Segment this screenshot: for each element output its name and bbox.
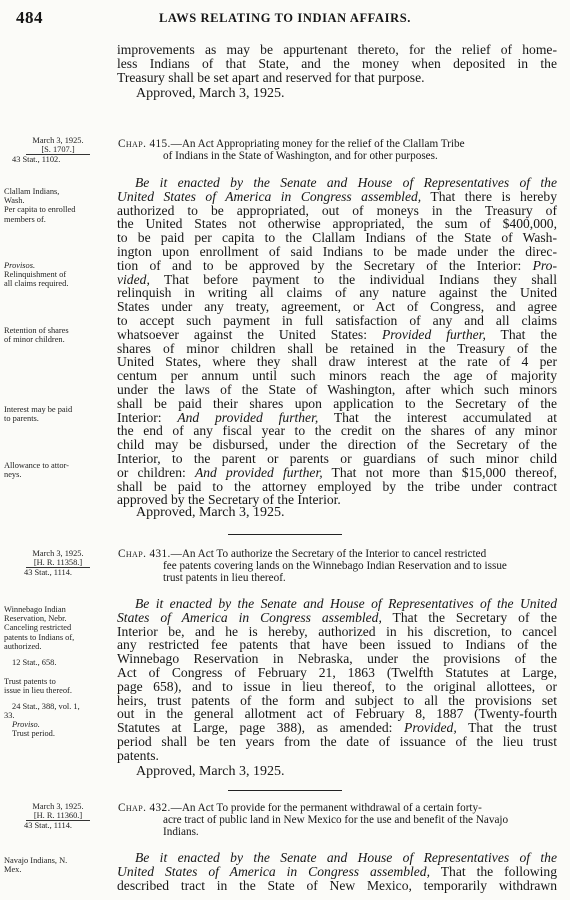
enacting-clause: Be it enacted by the Senate and House of Representatives of the — [135, 175, 557, 190]
margin-note-navajo: Navajo Indians, N. Mex. — [4, 856, 68, 875]
margin-note-24-stat: 24 Stat., 388, vol. 1, 33. — [4, 702, 80, 721]
chapter-title-415: Chap. 415.—An Act Appropriating money for the relief of the Clallam Tribe of Indians in the State of Washington, and for other purposes. — [118, 138, 465, 162]
chap432-body: Be it enacted by the Senate and House of Representatives of the United States of America in Congress assembled, That the following described tract in the State of New Mexico, temporarily withdrawn — [117, 850, 557, 893]
margin-note-interest: Interest may be paid to parents. — [4, 405, 73, 424]
margin-note-allowance: Allowance to attor- neys. — [4, 461, 69, 480]
chapter-title-431: Chap. 431.—An Act To authorize the Secretary of the Interior to cancel restricted fee patents covering lands on the Winnebago Indian Reservation and to issue trust patents in lieu thereof. — [118, 548, 507, 584]
side-note-chap431: March 3, 1925. [H. R. 11358.] 43 Stat., 1114. — [4, 549, 112, 578]
margin-note-proviso: Proviso. Trust period. — [12, 720, 55, 739]
chapter-title-432: Chap. 432.—An Act To provide for the permanent withdrawal of a certain forty- acre tract of public land in New Mexico for the use and benefit of the Navajo Indians. — [118, 802, 509, 838]
chapter-label: Chap. 415. — [118, 138, 171, 150]
page-number: 484 — [16, 8, 43, 27]
chap431-body: Be it enacted by the Senate and House of Representatives of the United States of America in Congress assembled, That the Secretary of the Interior be, and he is hereby, authorized in his discretion, to cancel any restricted fee patents that have been issued to Indians of the Winnebago Reservation in Nebraska, under the provisions of the Act of Congress of February 21, 1863 (Twelfth Statutes at Large, page 658), and to issue in lieu thereof, to the original allottees, or heirs, trust patents of the form and subject to all the provisions set out in the general allotment act of February 8, 1887 (Twenty-fourth Statutes at Large, page 388), as amended: Provided, That the trust period shall be ten years from the date of issuance of the lieu trust patents. — [117, 596, 557, 763]
approved-line: Approved, March 3, 1925. — [136, 505, 285, 520]
margin-note-trust-patents: Trust patents to issue in lieu thereof. — [4, 677, 72, 696]
continued-text: improvements as may be appurtenant thereto, for the relief of home- less Indians of that State, and the money when deposited in the Treasury shall be set apart and reserved for that purpose. — [117, 42, 557, 85]
margin-note-winnebago: Winnebago Indian Reservation, Nebr. Canceling restricted patents to Indians of, authorized. — [4, 605, 75, 651]
running-head: LAWS RELATING TO INDIAN AFFAIRS. — [158, 11, 411, 25]
approved-line: Approved, March 3, 1925. — [136, 86, 285, 101]
chapter-label: Chap. 431. — [118, 548, 171, 560]
chapter-label: Chap. 432. — [118, 802, 171, 814]
chap415-body: Be it enacted by the Senate and House of Representatives of the United States of America in Congress assembled, That there is hereby authorized to be appropriated, out of moneys in the Treasury of the United States not otherwise appropriated, the sum of $400,000, to be paid per capita to the Clallam Indians of the State of Wash- ington upon enrollment of said Indians to be made under the direc- tion of and to be approved by the Secretary of the Interior: Pro- vided, That before payment to the individual Indians they shall relinquish in writing all claims of any nature against the United States under any treaty, agreement, or Act of Congress, and agree to accept such payment in full satisfaction of any and all claims whatsoever against the United States: Provided further, That the shares of minor children shall be retained in the Treasury of the United States, where they shall draw interest at the rate of 4 per centum per annum until such minors reach the age of majority under the laws of the State of Washington, after which such minors shall be paid their shares upon application to the Secretary of the Interior: And provided further, That the interest accumulated at the end of any fiscal year to the credit on the shares of any minor child may be disbursed, under the direction of the Secretary of the Interior, to the parent or parents or guardians of such minor child or children: And provided further, That not more than $15,000 thereof, shall be paid to the attorney employed by the tribe under contract approved by the Secretary of the Interior. — [117, 175, 557, 508]
enacting-clause: Be it enacted by the Senate and House of Representatives of the — [135, 850, 557, 865]
margin-note-12-stat: 12 Stat., 658. — [12, 658, 57, 667]
approved-line: Approved, March 3, 1925. — [136, 764, 285, 779]
section-separator — [228, 790, 342, 791]
side-note-chap432: March 3, 1925. [H. R. 11360.] 43 Stat., 1114. — [4, 802, 112, 831]
margin-note-retention: Retention of shares of minor children. — [4, 326, 69, 345]
section-separator — [228, 534, 342, 535]
side-note-chap415: March 3, 1925. [S. 1707.] 43 Stat., 1102. — [4, 136, 112, 165]
page-header — [14, 8, 556, 30]
margin-note-provisos: Provisos. Relinquishment of all claims required. — [4, 261, 69, 289]
enacting-clause: Be it enacted by the Senate and House of Representatives of the United — [135, 596, 557, 611]
margin-note-clallam: Clallam Indians, Wash. Per capita to enrolled members of. — [4, 187, 76, 224]
